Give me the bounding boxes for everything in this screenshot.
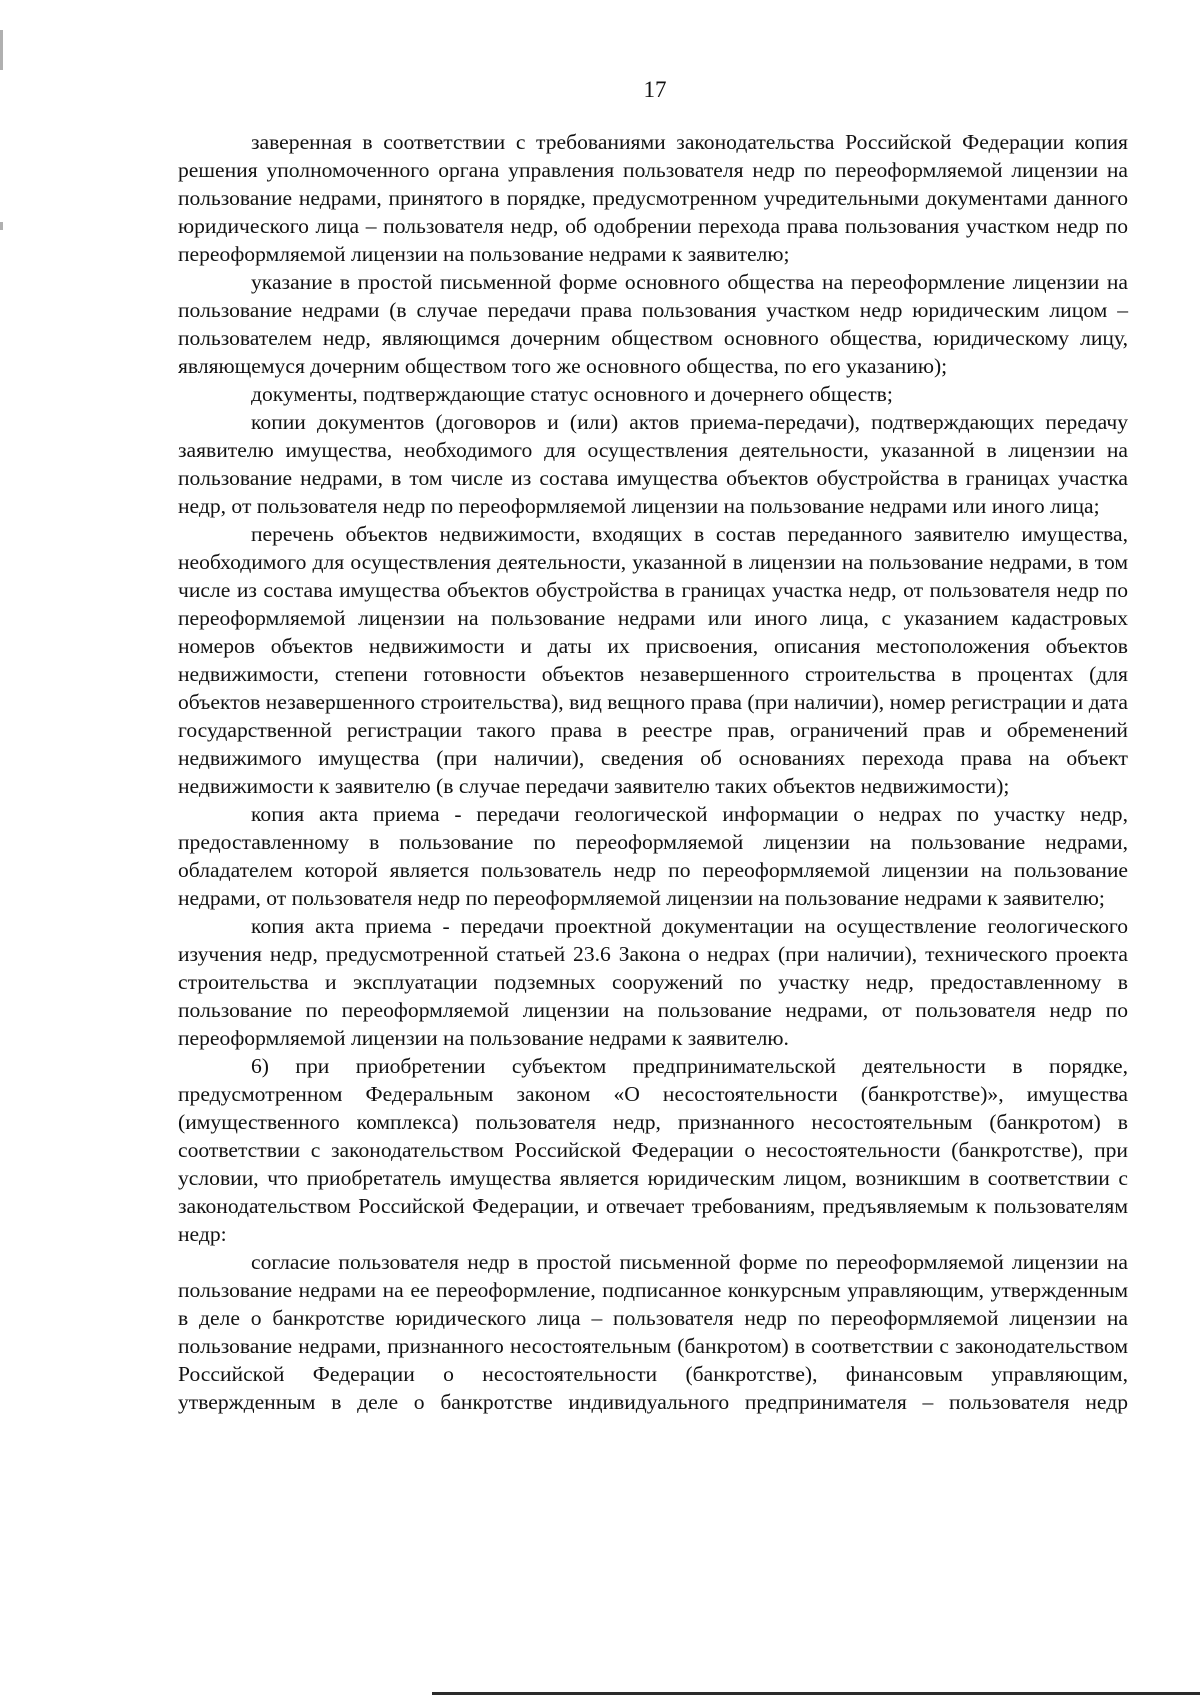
paragraph-3: документы, подтверждающие статус основного и дочернего обществ;: [251, 382, 893, 406]
paragraph-5: перечень объектов недвижимости, входящих в состав переданного заявителю имущества, необходимого для осуществления деятельности, указанной в лицензии на пользование недрами, в том числе из состава имущества объектов обустройства в границах участка недр, от пользователя недр по переоформляемой лицензии на пользование недрами или иного лица, с указанием кадастровых номеров объектов недвижимости и даты их присвоения, описания местоположения объектов недвижимости, степени готовности объектов незавершенного строительства в процентах (для объектов незавершенного строительства), вид вещного права (при наличии), номер регистрации и дата государственной регистрации такого права в реестре прав, ограничений прав и обременений недвижимого имущества (при наличии), сведения об основаниях перехода права на объект недвижимости к заявителю (в случае передачи заявителю таких объектов недвижимости);: [178, 522, 1128, 798]
paragraph-7: копия акта приема - передачи проектной документации на осуществление геологического изучения недр, предусмотренной статьей 23.6 Закона о недрах (при наличии), технического проекта строительства и эксплуатации подземных сооружений по участку недр, предоставленному в пользование по переоформляемой лицензии на пользование недрами, от пользователя недр по переоформляемой лицензии на пользование недрами к заявителю.: [178, 914, 1128, 1050]
scan-edge-mark: [0, 222, 3, 230]
scan-edge-mark: [0, 30, 3, 70]
paragraph-4: копии документов (договоров и (или) актов приема-передачи), подтверждающих передачу заявителю имущества, необходимого для осуществления деятельности, указанной в лицензии на пользование недрами, в том числе из состава имущества объектов обустройства в границах участка недр, от пользователя недр по переоформляемой лицензии на пользование недрами или иного лица;: [178, 410, 1128, 518]
paragraph-6: копия акта приема - передачи геологической информации о недрах по участку недр, предоставленному в пользование по переоформляемой лицензии на пользование недрами, обладателем которой является пользователь недр по переоформляемой лицензии на пользование недрами, от пользователя недр по переоформляемой лицензии на пользование недрами к заявителю;: [178, 802, 1128, 910]
paragraph-2: указание в простой письменной форме основного общества на переоформление лицензии на пользование недрами (в случае передачи права пользования участком недр юридическим лицом – пользователем недр, являющимся дочерним обществом основного общества, юридическому лицу, являющемуся дочерним обществом того же основного общества, по его указанию);: [178, 270, 1128, 378]
page-number: 17: [643, 77, 667, 102]
bottom-rule: [432, 1692, 1200, 1695]
paragraph-8: 6) при приобретении субъектом предпринимательской деятельности в порядке, предусмотренном Федеральным законом «О несостоятельности (банкротстве)», имущества (имущественного комплекса) пользователя недр, признанного несостоятельным (банкротом) в соответствии с законодательством Российской Федерации о несостоятельности (банкротстве), при условии, что приобретатель имущества является юридическим лицом, возникшим в соответствии с законодательством Российской Федерации, и отвечает требованиям, предъявляемым к пользователям недр:: [178, 1054, 1128, 1246]
paragraph-9: согласие пользователя недр в простой письменной форме по переоформляемой лицензии на пользование недрами на ее переоформление, подписанное конкурсным управляющим, утвержденным в деле о банкротстве юридического лица – пользователя недр по переоформляемой лицензии на пользование недрами, признанного несостоятельным (банкротом) в соответствии с законодательством Российской Федерации о несостоятельности (банкротстве), финансовым управляющим, утвержденным в деле о банкротстве индивидуального предпринимателя – пользователя недр: [178, 1250, 1128, 1414]
body-text: [178, 128, 1128, 1416]
paragraph-1: заверенная в соответствии с требованиями законодательства Российской Федерации копия решения уполномоченного органа управления пользователя недр по переоформляемой лицензии на пользование недрами, принятого в порядке, предусмотренном учредительными документами данного юридического лица – пользователя недр, об одобрении перехода права пользования участком недр по переоформляемой лицензии на пользование недрами к заявителю;: [178, 130, 1128, 266]
